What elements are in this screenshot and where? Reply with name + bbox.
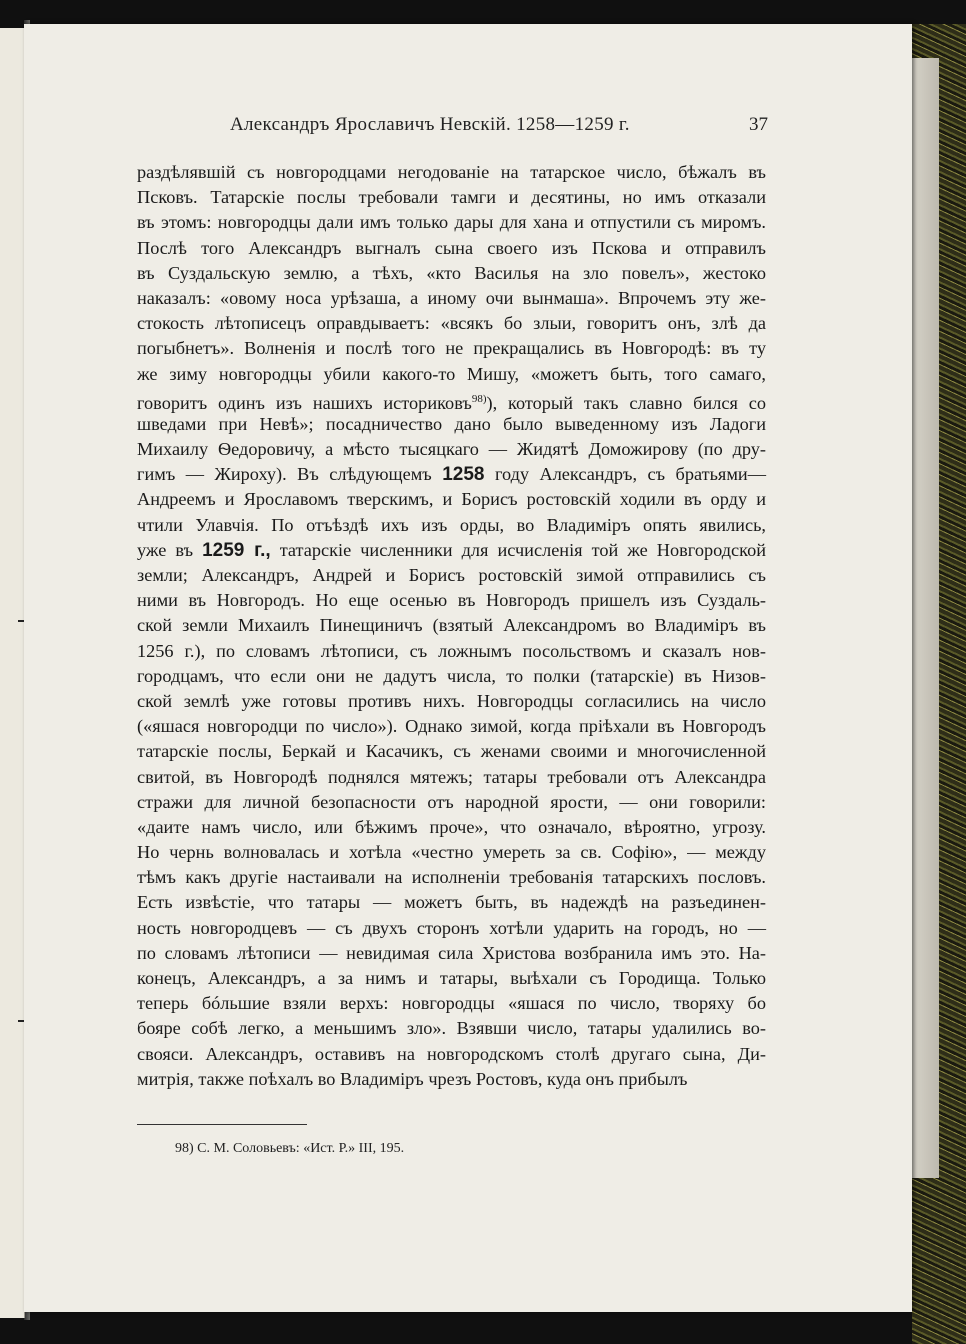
- text-line: Но чернь волновалась и хотѣла «честно умереть за св. Софію», — между: [137, 842, 766, 863]
- text-line: татарскіе послы, Беркай и Касачикъ, съ женами своими и многочисленной: [137, 741, 766, 762]
- page-stack-edge: [908, 58, 939, 1178]
- year-marker: 1258: [442, 464, 485, 486]
- text-line: раздѣлявшій съ новгородцами негодованіе на татарское число, бѣжалъ въ: [137, 162, 766, 182]
- text-line: ской земли Михаилъ Пинещиничъ (взятый Александромъ во Владиміръ въ: [137, 615, 766, 636]
- left-page-mark: [18, 620, 24, 622]
- left-page-edge: [0, 28, 25, 1318]
- year-marker: 1259 г.,: [202, 539, 271, 561]
- text-line: конецъ, Александръ, а за нимъ и татары, выѣхали съ Городища. Только: [137, 968, 766, 988]
- text-line: Андреемъ и Ярославомъ тверскимъ, и Борисъ ростовскій ходили въ орду и: [137, 489, 766, 510]
- text-line: «даите намъ число, или бѣжимъ проче», что означало, вѣроятно, угрозу.: [137, 816, 766, 837]
- text-line: чтили Улавчія. По отъѣздѣ ихъ изъ орды, во Владиміръ опять явились,: [137, 514, 766, 535]
- text-line: [137, 462, 766, 487]
- text-line: стокость лѣтописецъ оправдываетъ: «всякъ бо злыи, говоритъ онъ, злѣ да: [137, 313, 766, 334]
- text-line: теперь бóльшие взяли верхъ: новгородцы «яшася по число, творяху бо: [137, 993, 766, 1014]
- footnote-divider: [137, 1124, 307, 1125]
- footnote-ref[interactable]: 98): [471, 392, 487, 405]
- text-line: бояре собѣ легко, а меньшимъ зло». Взявши число, татары удалились во-: [137, 1018, 766, 1039]
- text-line: въ Суздальскую землю, а тѣхъ, «кто Василья на зло повелъ», жестоко: [137, 262, 766, 283]
- text-segment: татарскіе численники для исчисленія той же Новгородской: [279, 539, 767, 560]
- text-line: наказалъ: «овому носа урѣзаша, а иному очи вынмаша». Впрочемъ эту же-: [137, 287, 766, 308]
- text-line: въ этомъ: новгородцы дали имъ только дары для хана и отпустили съ миромъ.: [137, 212, 766, 233]
- text-line: стражи для личной безопасности отъ народной ярости, — они говорили:: [137, 791, 766, 812]
- text-line: митрія, также поѣхалъ во Владиміръ чрезъ Ростовъ, куда онъ прибылъ: [137, 1068, 688, 1089]
- text-line: ними въ Новгородъ. Но еще осенью въ Новгородъ пришелъ изъ Суздаль-: [137, 590, 766, 611]
- text-line: Псковъ. Татарскіе послы требовали тамги и десятины, но имъ отказали: [137, 187, 766, 208]
- text-line: 1256 г.), по словамъ лѣтописи, съ ложнымъ посольствомъ и сказалъ нов-: [137, 640, 766, 661]
- text-line: свояси. Александръ, оставивъ на новгородскомъ столѣ другаго сына, Ди-: [137, 1043, 766, 1064]
- text-line: погыбнетъ». Волненія и послѣ того не прекращались въ Новгородѣ: въ ту: [137, 338, 766, 359]
- text-line: по словамъ лѣтописи — невидимая сила Христова возбранила имъ это. На-: [137, 942, 766, 963]
- text-line: шведами при Невѣ»; посадничество дано было выведенному изъ Ладоги: [137, 413, 766, 434]
- text-line: [137, 387, 766, 412]
- text-segment: говоритъ одинъ изъ нашихъ историковъ: [137, 392, 472, 413]
- text-line: («яшася новгородци по число»). Однако зимой, когда пріѣхали въ Новгородъ: [137, 716, 766, 737]
- text-line: [137, 538, 766, 563]
- text-line: Есть извѣстіе, что татары — можетъ быть, въ надеждѣ на разъединен-: [137, 892, 766, 913]
- text-line: тѣмъ какъ другіе настаивали на исполненіи требованія татарскихъ пословъ.: [137, 867, 766, 888]
- header-title: Александръ Ярославичъ Невскій. 1258—1259 г.: [230, 114, 630, 135]
- running-header: [130, 114, 768, 142]
- text-segment: году Александръ, съ братьями—: [494, 464, 766, 485]
- body-text: [137, 160, 766, 1092]
- text-line: Михаилу Ѳедоровичу, а мѣсто тысяцкаго — Жидятѣ Доможирову (по дру-: [137, 439, 766, 460]
- footnote: 98) С. М. Соловьевъ: «Ист. Р.» III, 195.: [175, 1141, 405, 1156]
- text-line: городцамъ, что если они не дадутъ числа, то полки (татарскіе) въ Низов-: [137, 665, 766, 686]
- text-line: Послѣ того Александръ выгналъ сына своего изъ Пскова и отправилъ: [137, 237, 766, 258]
- text-segment: ), который такъ славно бился со: [486, 392, 766, 413]
- text-segment: уже въ: [137, 539, 194, 560]
- text-line: свитой, въ Новгородѣ поднялся мятежъ; татары требовали отъ Александра: [137, 766, 766, 787]
- text-line: земли; Александръ, Андрей и Борисъ ростовскій зимой отправились съ: [137, 565, 766, 585]
- page-number: 37: [749, 114, 768, 135]
- text-line: ской землѣ уже готовы противъ нихъ. Новгородцы согласились на число: [137, 690, 766, 711]
- text-segment: гимъ — Жироху). Въ слѣдующемъ: [137, 464, 432, 485]
- text-line: же зиму новгородцы убили какого-то Мишу, «можетъ быть, того самаго,: [137, 363, 766, 384]
- text-line: ность новгородцевъ — съ двухъ сторонъ хотѣли ударить на городъ, но —: [137, 917, 766, 938]
- left-page-mark: [18, 1020, 24, 1022]
